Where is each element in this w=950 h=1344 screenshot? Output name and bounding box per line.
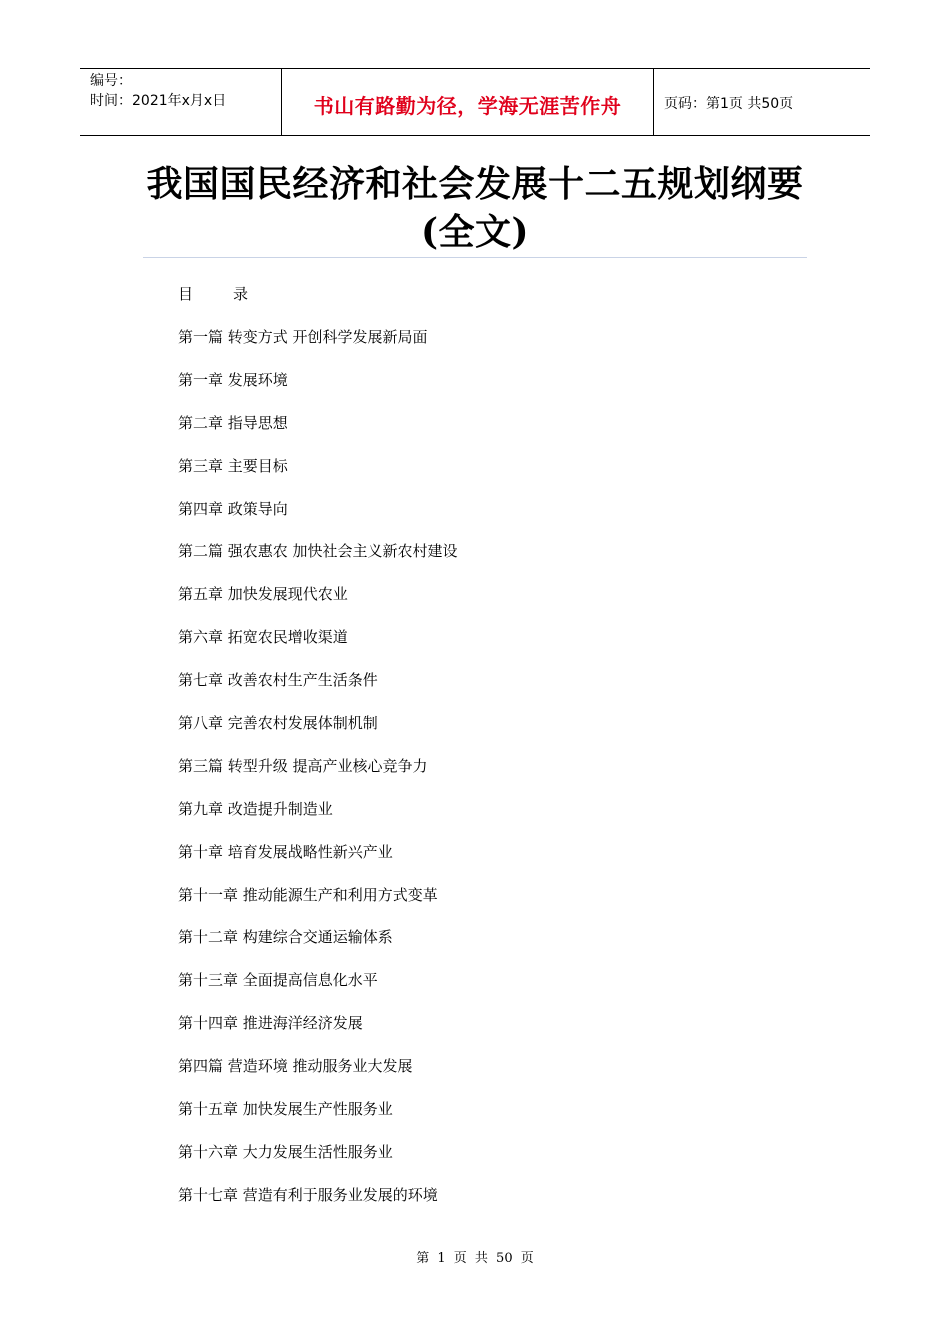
toc-heading-right: 录 — [233, 285, 249, 303]
toc-entry: 第二章 指导思想 — [178, 413, 288, 432]
toc-entry: 第六章 拓宽农民增收渠道 — [178, 628, 348, 647]
toc-entry: 第十七章 营造有利于服务业发展的环境 — [178, 1185, 438, 1204]
toc-entry: 第十三章 全面提高信息化水平 — [178, 971, 378, 990]
toc-entry: 第三篇 转型升级 提高产业核心竞争力 — [178, 756, 428, 775]
toc-entry: 第十五章 加快发展生产性服务业 — [178, 1100, 393, 1119]
toc-entry: 第九章 改造提升制造业 — [178, 799, 333, 818]
table-of-contents — [178, 283, 818, 1227]
header-page-cell — [654, 69, 870, 135]
document-time-label: 时间：2021年x月x日 — [90, 93, 227, 109]
toc-entry: 第二篇 强农惠农 加快社会主义新农村建设 — [178, 542, 458, 561]
title-divider — [143, 257, 807, 258]
toc-entry: 第一篇 转变方式 开创科学发展新局面 — [178, 328, 428, 346]
page-header-table — [80, 68, 870, 136]
toc-entry: 第四章 政策导向 — [178, 499, 288, 518]
header-motto-cell — [282, 69, 654, 135]
page-footer: 第 1 页 共 50 页 — [416, 1251, 534, 1266]
header-page-info: 页码：第1页 共50页 — [664, 96, 794, 112]
document-title: 我国国民经济和社会发展十二五规划纲要(全文) — [146, 163, 804, 253]
document-number-label: 编号： — [90, 73, 132, 89]
toc-entry: 第四篇 营造环境 推动服务业大发展 — [178, 1057, 413, 1076]
toc-entry: 第十章 培育发展战略性新兴产业 — [178, 842, 393, 861]
toc-entry: 第十一章 推动能源生产和利用方式变革 — [178, 885, 438, 904]
toc-heading-left: 目 — [178, 285, 194, 303]
toc-heading — [178, 283, 818, 326]
toc-entry: 第十四章 推进海洋经济发展 — [178, 1014, 363, 1033]
header-meta-cell — [80, 69, 282, 135]
header-motto: 书山有路勤为径，学海无涯苦作舟 — [313, 93, 622, 118]
toc-entry: 第一章 发展环境 — [178, 370, 288, 389]
toc-entry: 第十二章 构建综合交通运输体系 — [178, 928, 393, 947]
toc-entry: 第十六章 大力发展生活性服务业 — [178, 1142, 393, 1161]
toc-entry: 第五章 加快发展现代农业 — [178, 585, 348, 604]
toc-entry: 第七章 改善农村生产生活条件 — [178, 671, 378, 690]
toc-entry: 第三章 主要目标 — [178, 456, 288, 475]
toc-entry: 第八章 完善农村发展体制机制 — [178, 714, 378, 733]
